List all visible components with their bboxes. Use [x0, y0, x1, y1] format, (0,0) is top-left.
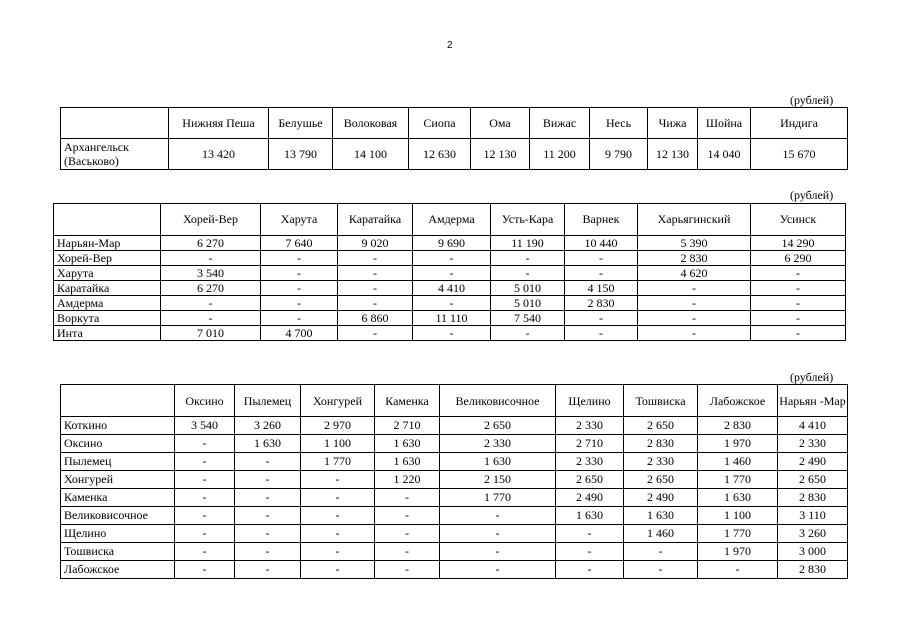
- fare-cell: -: [175, 471, 235, 489]
- column-header: Чижа: [648, 108, 698, 139]
- column-header: [61, 385, 175, 417]
- fare-cell: -: [261, 296, 338, 311]
- row-label: Тошвиска: [61, 543, 175, 561]
- column-header: Великовисочное: [440, 385, 556, 417]
- fare-cell: 3 540: [175, 417, 235, 435]
- column-header: Хорей-Вер: [161, 204, 261, 236]
- fare-cell: 4 620: [638, 266, 751, 281]
- fare-cell: 5 010: [491, 281, 565, 296]
- fare-cell: -: [175, 525, 235, 543]
- fare-cell: 1 630: [235, 435, 301, 453]
- fare-cell: -: [338, 251, 413, 266]
- table-row: [61, 489, 848, 507]
- fare-cell: -: [491, 251, 565, 266]
- column-header: Усинск: [751, 204, 846, 236]
- fare-cell: -: [556, 561, 624, 579]
- fare-cell: -: [751, 296, 846, 311]
- fare-cell: 2 830: [565, 296, 638, 311]
- fare-cell: 9 020: [338, 236, 413, 251]
- header-row: [61, 385, 848, 417]
- column-header: Нижняя Пеша: [169, 108, 269, 139]
- row-label: Каменка: [61, 489, 175, 507]
- fare-cell: -: [698, 561, 778, 579]
- fare-cell: 11 190: [491, 236, 565, 251]
- fare-cell: -: [556, 543, 624, 561]
- fare-cell: -: [338, 266, 413, 281]
- fare-cell: 1 460: [698, 453, 778, 471]
- table-row: [61, 417, 848, 435]
- fare-cell: 2 830: [698, 417, 778, 435]
- fare-cell: -: [565, 326, 638, 341]
- fare-cell: -: [375, 543, 440, 561]
- fare-cell: 6 860: [338, 311, 413, 326]
- fare-cell: 2 650: [624, 471, 698, 489]
- fare-cell: -: [338, 326, 413, 341]
- fare-cell: 3 260: [778, 525, 848, 543]
- fare-cell: 12 130: [648, 139, 698, 170]
- fare-cell: 2 650: [624, 417, 698, 435]
- fare-table-naryan-mar: [53, 203, 846, 341]
- fare-cell: -: [235, 507, 301, 525]
- fare-cell: 10 440: [565, 236, 638, 251]
- fare-cell: 4 700: [261, 326, 338, 341]
- row-label: Нарьян-Мар: [54, 236, 161, 251]
- fare-cell: -: [491, 266, 565, 281]
- row-label: Каратайка: [54, 281, 161, 296]
- table-row: [61, 525, 848, 543]
- fare-cell: -: [338, 296, 413, 311]
- fare-cell: -: [565, 311, 638, 326]
- fare-cell: 2 330: [556, 417, 624, 435]
- page-number: 2: [447, 40, 453, 51]
- fare-cell: 4 410: [413, 281, 491, 296]
- fare-cell: -: [235, 471, 301, 489]
- table-2-unit: (рублей): [790, 188, 834, 202]
- fare-cell: -: [235, 543, 301, 561]
- fare-table-arkhangelsk: [60, 107, 848, 170]
- fare-cell: 11 200: [530, 139, 590, 170]
- fare-cell: -: [161, 251, 261, 266]
- fare-cell: 6 290: [751, 251, 846, 266]
- fare-cell: 1 630: [624, 507, 698, 525]
- fare-cell: -: [161, 311, 261, 326]
- row-label: Амдерма: [54, 296, 161, 311]
- row-label: Харута: [54, 266, 161, 281]
- row-label: Оксино: [61, 435, 175, 453]
- fare-cell: -: [440, 525, 556, 543]
- fare-cell: 2 970: [301, 417, 375, 435]
- fare-cell: -: [624, 543, 698, 561]
- fare-cell: 1 770: [440, 489, 556, 507]
- column-header: Каменка: [375, 385, 440, 417]
- column-header: Шойна: [698, 108, 751, 139]
- column-header: Усть-Кара: [491, 204, 565, 236]
- column-header: Оксино: [175, 385, 235, 417]
- fare-cell: 2 830: [638, 251, 751, 266]
- column-header: Хонгурей: [301, 385, 375, 417]
- fare-cell: 9 790: [590, 139, 648, 170]
- fare-cell: 7 010: [161, 326, 261, 341]
- fare-cell: -: [301, 471, 375, 489]
- row-label: Лабожское: [61, 561, 175, 579]
- fare-cell: 2 330: [556, 453, 624, 471]
- fare-cell: -: [175, 561, 235, 579]
- fare-cell: -: [413, 296, 491, 311]
- table-row: [61, 561, 848, 579]
- fare-cell: -: [235, 489, 301, 507]
- fare-cell: 2 490: [624, 489, 698, 507]
- fare-cell: 1 460: [624, 525, 698, 543]
- fare-cell: 2 710: [375, 417, 440, 435]
- fare-cell: 2 830: [778, 561, 848, 579]
- table-row: [61, 453, 848, 471]
- fare-cell: 1 770: [698, 471, 778, 489]
- fare-cell: 1 630: [698, 489, 778, 507]
- fare-cell: 4 150: [565, 281, 638, 296]
- fare-cell: 7 640: [261, 236, 338, 251]
- fare-cell: -: [565, 266, 638, 281]
- fare-cell: 2 830: [778, 489, 848, 507]
- fare-cell: -: [301, 525, 375, 543]
- table-1-unit: (рублей): [790, 93, 834, 107]
- column-header: Нарьян -Мар: [778, 385, 848, 417]
- row-label: Щелино: [61, 525, 175, 543]
- fare-cell: -: [338, 281, 413, 296]
- fare-cell: 6 270: [161, 236, 261, 251]
- fare-cell: 1 630: [375, 435, 440, 453]
- fare-cell: -: [375, 507, 440, 525]
- column-header: Ома: [471, 108, 530, 139]
- fare-cell: -: [413, 251, 491, 266]
- fare-cell: -: [261, 311, 338, 326]
- fare-cell: 2 330: [624, 453, 698, 471]
- fare-cell: -: [624, 561, 698, 579]
- fare-cell: 2 650: [778, 471, 848, 489]
- fare-cell: 2 490: [556, 489, 624, 507]
- fare-cell: -: [175, 543, 235, 561]
- table-row: [54, 251, 846, 266]
- fare-cell: -: [565, 251, 638, 266]
- fare-cell: -: [301, 561, 375, 579]
- fare-cell: -: [235, 525, 301, 543]
- column-header: Пылемец: [235, 385, 301, 417]
- fare-cell: 2 330: [440, 435, 556, 453]
- table-row: [61, 139, 848, 170]
- fare-cell: 14 040: [698, 139, 751, 170]
- fare-cell: 1 630: [375, 453, 440, 471]
- fare-cell: -: [175, 453, 235, 471]
- fare-cell: -: [440, 543, 556, 561]
- column-header: Вижас: [530, 108, 590, 139]
- row-label: Воркута: [54, 311, 161, 326]
- column-header: [54, 204, 161, 236]
- fare-cell: -: [638, 296, 751, 311]
- fare-cell: 1 630: [440, 453, 556, 471]
- fare-cell: 12 630: [409, 139, 471, 170]
- fare-cell: 1 770: [301, 453, 375, 471]
- fare-cell: -: [751, 281, 846, 296]
- column-header: Индига: [751, 108, 848, 139]
- table-row: [54, 281, 846, 296]
- column-header: Тошвиска: [624, 385, 698, 417]
- column-header: Волоковая: [333, 108, 409, 139]
- fare-cell: 1 770: [698, 525, 778, 543]
- fare-cell: 1 100: [301, 435, 375, 453]
- fare-cell: -: [175, 507, 235, 525]
- column-header: Сиопа: [409, 108, 471, 139]
- row-label: Коткино: [61, 417, 175, 435]
- table-3-unit: (рублей): [790, 370, 834, 384]
- row-label: Инта: [54, 326, 161, 341]
- fare-cell: -: [375, 561, 440, 579]
- header-row: [54, 204, 846, 236]
- column-header: Каратайка: [338, 204, 413, 236]
- fare-cell: 6 270: [161, 281, 261, 296]
- table-row: [61, 507, 848, 525]
- column-header: Белушье: [269, 108, 333, 139]
- fare-cell: 3 260: [235, 417, 301, 435]
- table-row: [61, 471, 848, 489]
- table-row: [61, 543, 848, 561]
- fare-cell: 12 130: [471, 139, 530, 170]
- fare-cell: 14 290: [751, 236, 846, 251]
- fare-cell: -: [751, 326, 846, 341]
- table-row: [54, 311, 846, 326]
- fare-cell: -: [301, 489, 375, 507]
- fare-cell: -: [261, 281, 338, 296]
- row-label: Хонгурей: [61, 471, 175, 489]
- fare-cell: -: [638, 281, 751, 296]
- fare-cell: 2 650: [440, 417, 556, 435]
- fare-cell: -: [235, 561, 301, 579]
- column-header: [61, 108, 169, 139]
- table-row: [54, 296, 846, 311]
- fare-cell: -: [413, 266, 491, 281]
- fare-cell: 4 410: [778, 417, 848, 435]
- fare-cell: 9 690: [413, 236, 491, 251]
- header-row: [61, 108, 848, 139]
- column-header: Амдерма: [413, 204, 491, 236]
- fare-cell: 2 490: [778, 453, 848, 471]
- fare-cell: 2 830: [624, 435, 698, 453]
- table-row: [61, 435, 848, 453]
- row-label: Великовисочное: [61, 507, 175, 525]
- fare-cell: -: [235, 453, 301, 471]
- fare-cell: 3 540: [161, 266, 261, 281]
- fare-cell: -: [751, 311, 846, 326]
- fare-cell: 13 420: [169, 139, 269, 170]
- fare-cell: -: [440, 507, 556, 525]
- fare-cell: 1 630: [556, 507, 624, 525]
- fare-cell: 5 010: [491, 296, 565, 311]
- column-header: Харута: [261, 204, 338, 236]
- column-header: Харьягинский: [638, 204, 751, 236]
- fare-cell: 11 110: [413, 311, 491, 326]
- fare-cell: 1 970: [698, 543, 778, 561]
- fare-cell: -: [301, 507, 375, 525]
- column-header: Щелино: [556, 385, 624, 417]
- fare-cell: 1 220: [375, 471, 440, 489]
- fare-cell: -: [440, 561, 556, 579]
- fare-cell: -: [556, 525, 624, 543]
- fare-cell: 13 790: [269, 139, 333, 170]
- fare-cell: 1 970: [698, 435, 778, 453]
- fare-cell: 2 710: [556, 435, 624, 453]
- fare-cell: 3 110: [778, 507, 848, 525]
- fare-cell: -: [751, 266, 846, 281]
- fare-cell: 5 390: [638, 236, 751, 251]
- fare-cell: 14 100: [333, 139, 409, 170]
- fare-cell: -: [638, 326, 751, 341]
- row-label: Архангельск (Васьково): [61, 139, 169, 170]
- table-row: [54, 266, 846, 281]
- fare-table-local: [60, 384, 848, 579]
- fare-cell: -: [491, 326, 565, 341]
- fare-cell: 2 150: [440, 471, 556, 489]
- table-row: [54, 326, 846, 341]
- fare-cell: -: [175, 489, 235, 507]
- fare-cell: -: [261, 266, 338, 281]
- row-label: Хорей-Вер: [54, 251, 161, 266]
- fare-cell: 1 100: [698, 507, 778, 525]
- fare-cell: 15 670: [751, 139, 848, 170]
- column-header: Варнек: [565, 204, 638, 236]
- table-row: [54, 236, 846, 251]
- fare-cell: 2 330: [778, 435, 848, 453]
- fare-cell: -: [413, 326, 491, 341]
- fare-cell: -: [375, 489, 440, 507]
- column-header: Несь: [590, 108, 648, 139]
- column-header: Лабожское: [698, 385, 778, 417]
- fare-cell: 2 650: [556, 471, 624, 489]
- fare-cell: -: [175, 435, 235, 453]
- fare-cell: -: [301, 543, 375, 561]
- fare-cell: -: [161, 296, 261, 311]
- fare-cell: -: [638, 311, 751, 326]
- fare-cell: 7 540: [491, 311, 565, 326]
- fare-cell: 3 000: [778, 543, 848, 561]
- fare-cell: -: [261, 251, 338, 266]
- row-label: Пылемец: [61, 453, 175, 471]
- fare-cell: -: [375, 525, 440, 543]
